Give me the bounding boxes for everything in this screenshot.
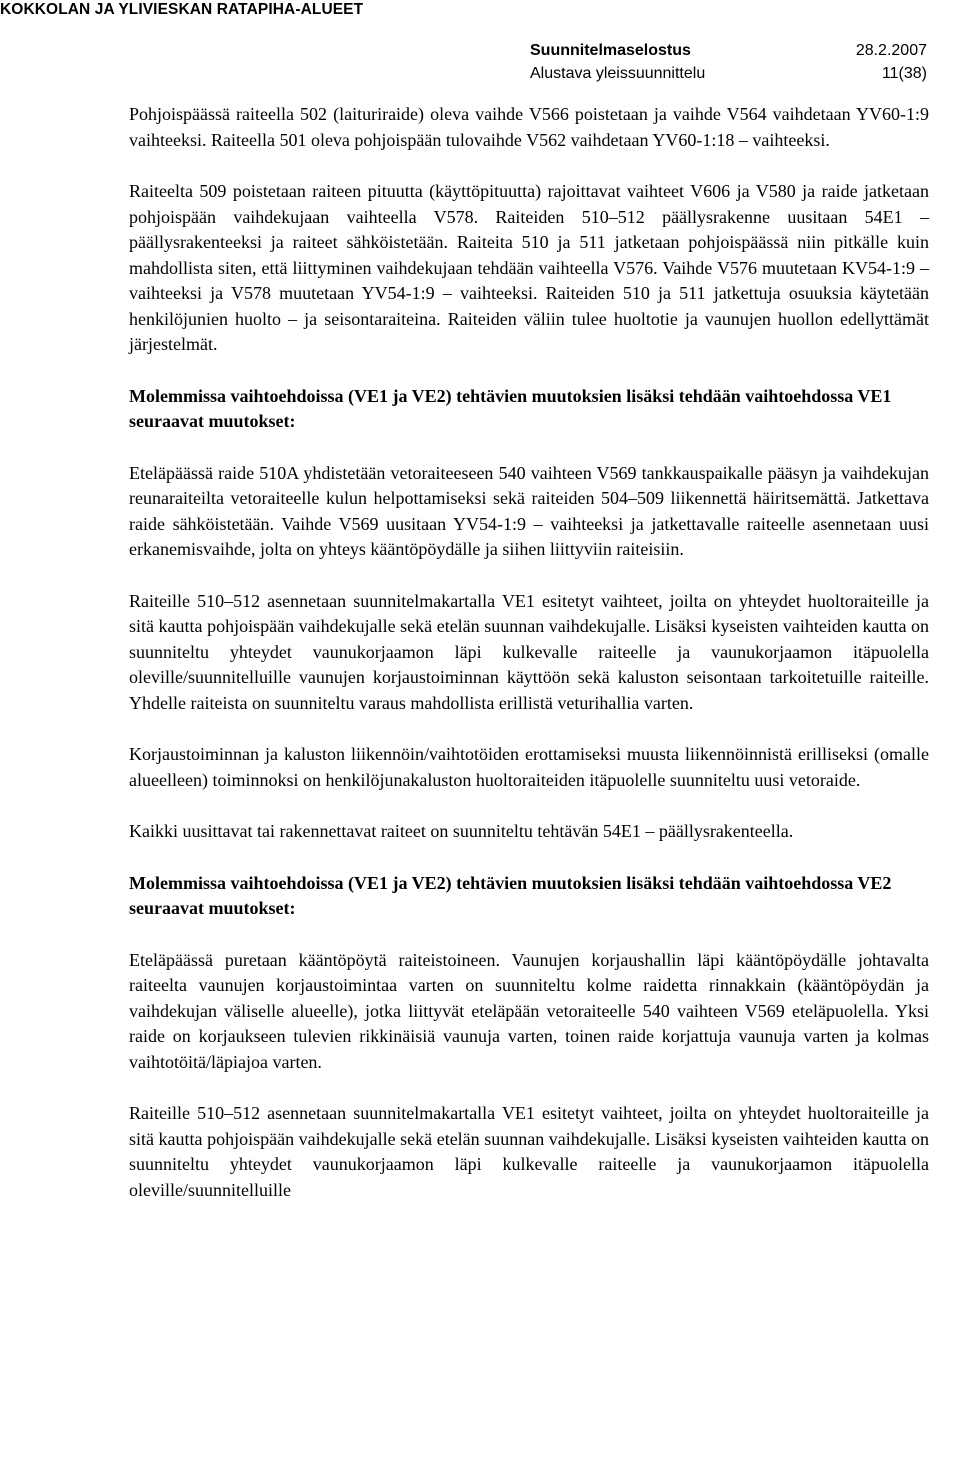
section-heading: Molemmissa vaihtoehdoissa (VE1 ja VE2) tehtävien muutoksien lisäksi tehdään vaihtoehdossa VE1 seuraavat muutokset: xyxy=(129,385,892,431)
page-number: 11(38) xyxy=(881,65,927,82)
section-heading: Molemmissa vaihtoehdoissa (VE1 ja VE2) tehtävien muutoksien lisäksi tehdään vaihtoehdossa VE2 seuraavat muutokset: xyxy=(129,872,892,918)
paragraph: Raiteelta 509 poistetaan raiteen pituutta (käyttöpituutta) rajoittavat vaihteet V606 ja V580 ja raide jatketaan pohjoispään vaihdekujaan vaihteella V578. Raiteiden 510–512 päällysrakenne uusitaan 54E1 – päällysrakenteeksi ja raiteet sähköistetään. Raiteita 510 ja 511 jatketaan pohjoispäässä niin pitkälle kuin mahdollista siten, että liittyminen vaihdekujaan tehdään vaihteella V576. Vaihde V576 muutetaan KV54-1:9 – vaihteeksi ja V578 muutetaan YV54-1:9 – vaihteeksi. Raiteiden 510 ja 511 jatkettuja osuuksia käytetään henkilöjunien huolto – ja seisontaraiteina. Raiteiden väliin tulee huoltotie ja vaunujen huollon edellyttämät järjestelmät. xyxy=(129,181,929,354)
document-type: Suunnitelmaselostus xyxy=(530,42,691,59)
paragraph: Raiteille 510–512 asennetaan suunnitelmakartalla VE1 esitetyt vaihteet, joilta on yhteydet huoltoraiteille ja sitä kautta pohjoispään vaihdekujalle sekä etelän suunnan vaihdekujalle. Lisäksi kyseisten vaihteiden kautta on suunniteltu yhteydet vaunukorjaamon läpi kulkevalle raiteelle ja vaunukorjaamon itäpuolella oleville/suunnitelluille xyxy=(129,1103,929,1200)
paragraph: Pohjoispäässä raiteella 502 (laituriraide) oleva vaihde V566 poistetaan ja vaihde V564 vaihdetaan YV60-1:9 vaihteeksi. Raiteella 501 oleva pohjoispään tulovaihde V562 vaihdetaan YV60-1:18 – vaihteeksi. xyxy=(129,104,929,150)
paragraph: Korjaustoiminnan ja kaluston liikennöin/vaihtotöiden erottamiseksi muusta liikennöinnistä erilliseksi (omalle alueelleen) toiminnoksi on henkilöjunakaluston huoltoraiteiden itäpuolelle suunniteltu uusi vetoraide. xyxy=(129,744,929,790)
document-date: 28.2.2007 xyxy=(855,42,927,59)
document-body xyxy=(129,102,929,1203)
paragraph: Kaikki uusittavat tai rakennettavat raiteet on suunniteltu tehtävän 54E1 – päällysrakenteella. xyxy=(129,821,794,841)
paragraph: Eteläpäässä raide 510A yhdistetään vetoraiteeseen 540 vaihteen V569 tankkauspaikalle pääsyn ja vaihdekujan reunaraiteilta vetoraiteelle kulun helpottamiseksi sekä raiteiden 504–509 liikennettä häiritsemättä. Jatkettava raide sähköistetään. Vaihde V569 uusitaan YV54-1:9 – vaihteeksi ja jatkettavalle raiteelle asennetaan uusi erkanemisvaihde, jolta on yhteys kääntöpöydälle ja siihen liittyviin raiteisiin. xyxy=(129,462,929,559)
paragraph: Raiteille 510–512 asennetaan suunnitelmakartalla VE1 esitetyt vaihteet, joilta on yhteydet huoltoraiteille ja sitä kautta pohjoispään vaihdekujalle sekä etelän suunnan vaihdekujalle. Lisäksi kyseisten vaihteiden kautta on suunniteltu yhteydet vaunukorjaamon läpi kulkevalle raiteelle ja vaunukorjaamon itäpuolella oleville/suunnitelluille vaunujen korjaustoiminnan käyttöön sekä kaluston seisontaan tarkoitetuille raiteille. Yhdelle raiteista on suunniteltu varaus mahdollista erillistä veturihallia varten. xyxy=(129,590,929,713)
company-header: KOKKOLAN JA YLIVIESKAN RATAPIHA-ALUEET xyxy=(0,1,364,18)
paragraph: Eteläpäässä puretaan kääntöpöytä raiteistoineen. Vaunujen korjaushallin läpi kääntöpöydälle johtavalta raiteelta vaunujen korjaustoimintaa varten on suunniteltu kolme raidetta rinnakkain (kääntöpöydän ja vaihdekujan väliselle alueelle), jotka liittyvät eteläpään vetoraiteelle 540 vaihteen V569 eteläpuolella. Yksi raide on korjaukseen tulevien rikkinäisiä vaunuja varten, toinen raide korjattuja vaunuja varten ja kolmas vaihtotöitä/läpiajoa varten. xyxy=(129,949,929,1072)
document-subtitle: Alustava yleissuunnittelu xyxy=(530,65,706,82)
